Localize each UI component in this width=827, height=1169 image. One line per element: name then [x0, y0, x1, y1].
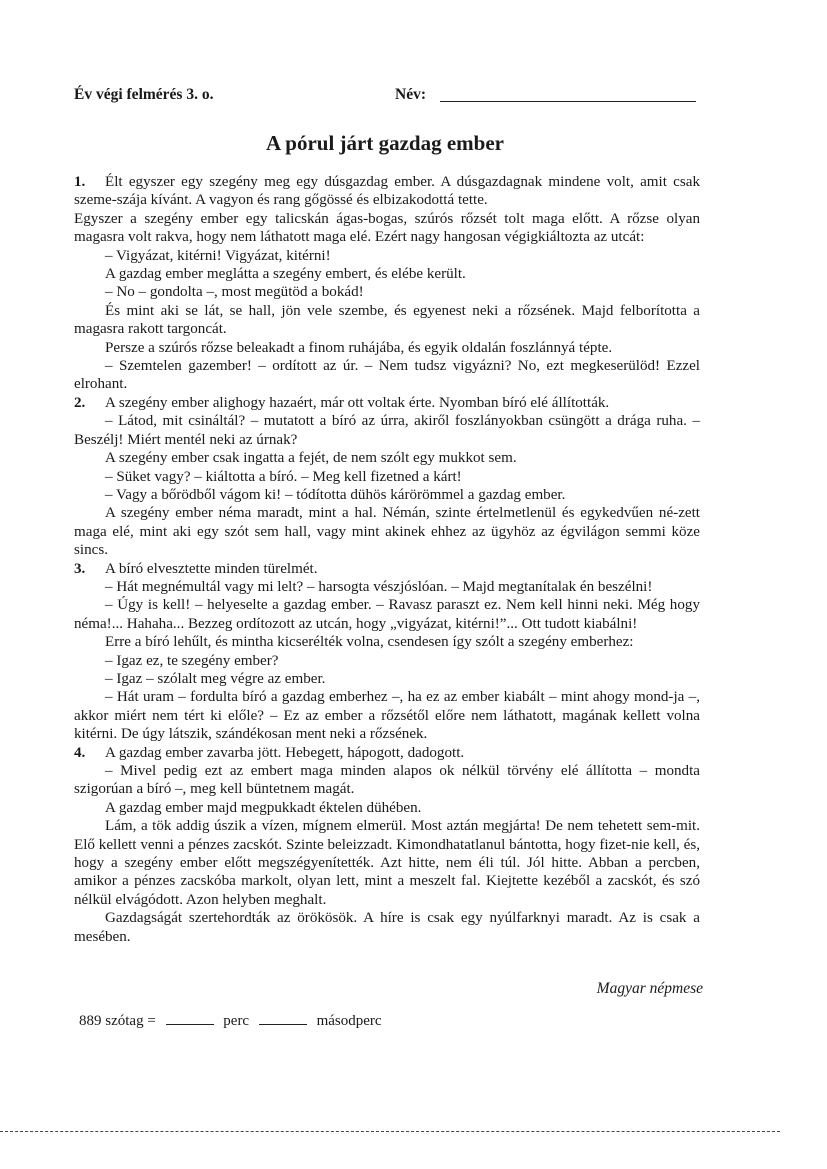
story-paragraph: Persze a szúrós rőzse beleakadt a finom ruhájába, és egyik oldalán foszlánnyá tépte.	[105, 339, 613, 356]
story-paragraph: A gazdag ember majd megpukkadt éktelen dühében.	[105, 799, 422, 816]
section-number: 4.	[74, 744, 86, 761]
story-title: A pórul járt gazdag ember	[266, 131, 504, 155]
story-paragraph: – Szemtelen gazember! – ordított az úr. – Nem tudsz vigyázni? No, ezt megkeserülöd! Ezzel elrohant.	[74, 358, 700, 393]
reading-time-line	[79, 1013, 382, 1030]
worksheet-header	[74, 86, 699, 110]
story-paragraph: Gazdagságát szertehordták az örökösök. A híre is csak egy nyúlfarknyi maradt. Az is csak a mesében.	[74, 910, 700, 945]
story-paragraph: Erre a bíró lehűlt, és mintha kicserélték volna, csendesen így szólt a szegény emberhez:	[105, 634, 634, 651]
section-number: 2.	[74, 394, 86, 411]
story-paragraph: A szegény ember csak ingatta a fejét, de nem szólt egy mukkot sem.	[105, 450, 517, 467]
story-paragraph: – Látod, mit csináltál? – mutatott a bíró az úrra, akiről foszlányokban csüngött a drága ruha. – Beszélj! Miért mentél neki az úrnak?	[74, 413, 700, 448]
story-paragraph: – Mivel pedig ezt az embert maga minden alapos ok nélkül törvény elé állította – mondta szigorúan a bíró –, meg kell büntetnem magát.	[74, 763, 700, 798]
story-body	[74, 173, 700, 946]
syllable-count: 889 szótag =	[79, 1013, 156, 1029]
section-number: 1.	[74, 174, 86, 190]
story-paragraph: – No – gondolta –, most megütöd a bokád!	[105, 284, 364, 301]
story-paragraph: Lám, a tök addig úszik a vízen, mígnem elmerül. Most aztán megjárta! De nem tehetett sem-mit. Elő kellett venni a pénzes zacskót. Szinte beleizzadt. Kimondhatatlanul bántotta, hogy fizet-nie kell, és, hogy a szegény ember előtt megszégyenítették. Azt hitte, nem éli túl. Jól hitte. Abban a percben, amikor a pénzes zacskóba markolt, olyan lett, mint a meszelt fal. Kiejtette kezéből a zacskót, és szó nélkül elvágódott. Azon helyben meghalt.	[74, 818, 700, 908]
seconds-blank[interactable]	[259, 1024, 307, 1025]
story-source: Magyar népmese	[596, 980, 703, 997]
section-number: 3.	[74, 560, 86, 577]
name-label: Név:	[395, 86, 426, 103]
story-paragraph: – Hát uram – fordulta bíró a gazdag emberhez –, ha ez az ember kiabált – mint ahogy mond-ja –, akkor miért nem tért ki előle? – Ez az ember a rőzsétől előre nem láthatott, magának kellett volna kitérni. De úgy látszik, szándékosan ment neki a rőzsének.	[74, 689, 700, 743]
cut-line-divider	[0, 1131, 780, 1132]
story-paragraph: És mint aki se lát, se hall, jön vele szembe, és egyenest neki a rőzsének. Majd felborította a magasra rakott targoncát.	[74, 302, 700, 338]
story-paragraph: 2. A szegény ember alighogy hazaért, már ott voltak érte. Nyomban bíró elé állították.	[74, 394, 610, 411]
story-paragraph: – Hát megnémultál vagy mi lelt? – harsogta vészjóslóan. – Majd megtanítalak én beszélni!	[105, 578, 653, 595]
seconds-label: másodperc	[316, 1013, 382, 1029]
minutes-blank[interactable]	[166, 1024, 214, 1025]
story-paragraph: – Süket vagy? – kiáltotta a bíró. – Meg kell fizetned a kárt!	[105, 468, 462, 485]
survey-label: Év végi felmérés 3. o.	[74, 86, 214, 103]
story-paragraph: – Úgy is kell! – helyeselte a gazdag ember. – Ravasz paraszt ez. Nem kell hinni neki. Még hogy néma!... Hahaha... Bezzeg ordítozott az utcán, hogy „vigyázat, kitérni!”... Ott tudott kiabálni!	[74, 597, 700, 632]
story-paragraph: Egyszer a szegény ember egy talicskán ágas-bogas, szúrós rőzsét tolt maga előtt. A rőzse olyan magasra volt rakva, hogy nem láthatott maga elé. Ezért nagy hangosan végigkiáltozta az utcát:	[74, 210, 700, 246]
story-paragraph: – Igaz – szólalt meg végre az ember.	[105, 670, 326, 687]
minutes-label: perc	[223, 1013, 250, 1029]
story-paragraph: 4. A gazdag ember zavarba jött. Hebegett, hápogott, dadogott.	[74, 744, 465, 761]
story-paragraph: – Vigyázat, kitérni! Vigyázat, kitérni!	[105, 247, 331, 264]
story-paragraph: A gazdag ember meglátta a szegény embert, és elébe került.	[105, 266, 466, 283]
story-paragraph: 1. Élt egyszer egy szegény meg egy dúsgazdag ember. A dúsgazdagnak mindene volt, amit csak szeme-szája kívánt. A vagyon és rang gőgössé és elbizakodottá tette.	[74, 174, 700, 209]
story-paragraph: – Igaz ez, te szegény ember?	[105, 652, 279, 669]
story-paragraph: 3. A bíró elvesztette minden türelmét.	[74, 560, 318, 577]
story-paragraph: A szegény ember néma maradt, mint a hal. Némán, szinte értelmetlenül és egykedvűen né-zett maga elé, mint aki egy szót sem hall, vagy mint akinek ehhez az ügyhöz az égvilágon semmi köze sincs.	[74, 505, 700, 559]
name-field-line[interactable]	[440, 101, 696, 102]
story-paragraph: – Vagy a bőrödből vágom ki! – tódította dühös kárörömmel a gazdag ember.	[105, 486, 566, 503]
